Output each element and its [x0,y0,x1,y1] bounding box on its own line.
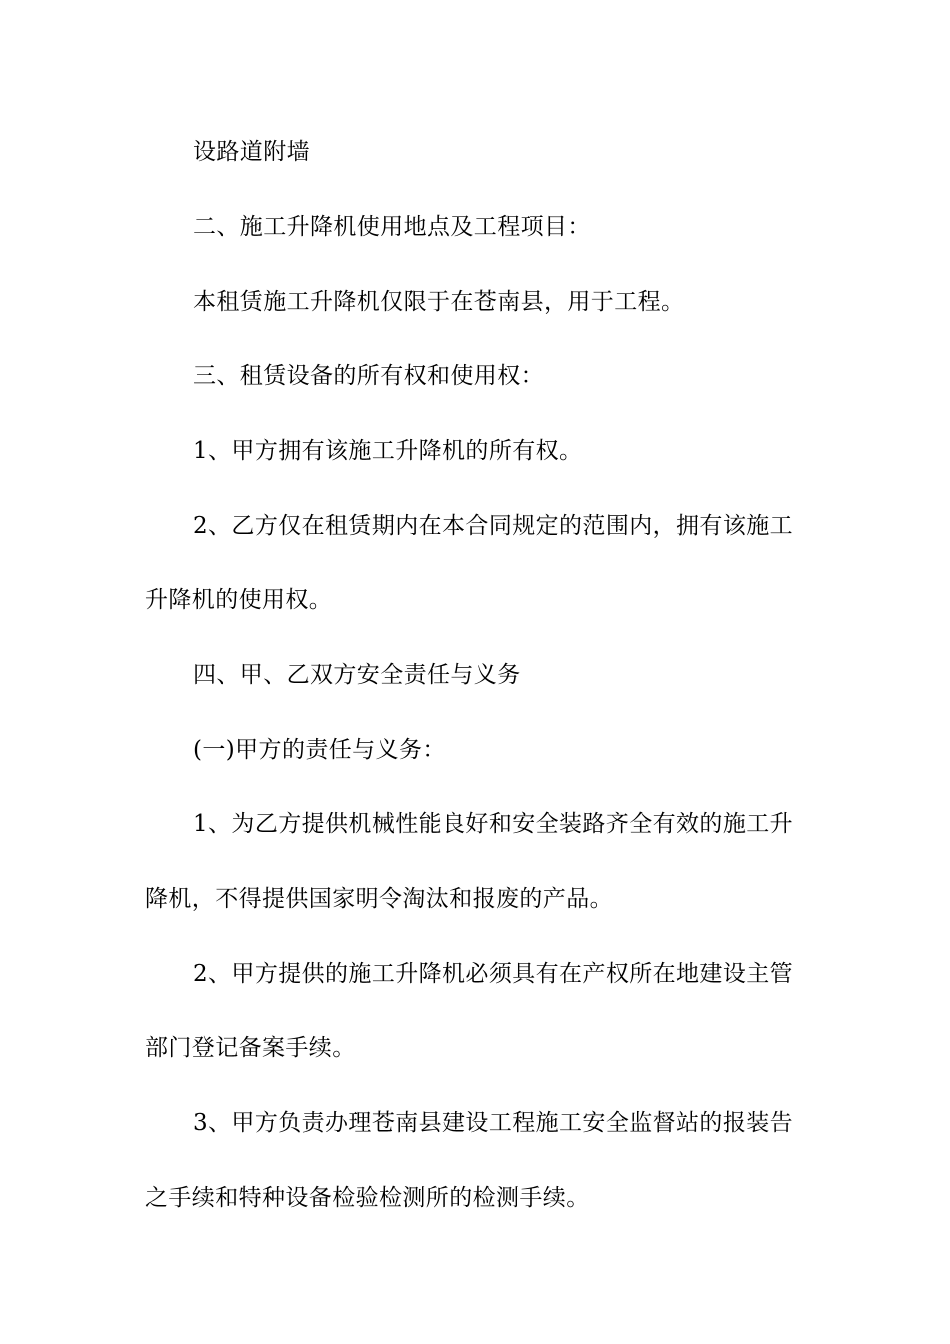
section-heading-4: 四、甲、乙双方安全责任与义务 [193,662,521,688]
duty-2: 2、甲方提供的施工升降机必须具有在产权所在地建设主管 [193,961,794,987]
clause-2-continued: 升降机的使用权。 [145,587,333,613]
duty-3: 3、甲方负责办理苍南县建设工程施工安全监督站的报装告 [193,1110,794,1136]
subsection-heading-1: (一)甲方的责任与义务： [193,737,446,763]
section-heading-3: 三、租赁设备的所有权和使用权： [193,363,544,389]
text-line-1: 设路道附墙 [193,139,310,165]
duty-1-continued: 降机，不得提供国家明令淘汰和报废的产品。 [145,886,613,912]
clause-2: 2、乙方仅在租赁期内在本合同规定的范围内，拥有该施工 [193,513,794,539]
clause-1: 1、甲方拥有该施工升降机的所有权。 [193,438,583,464]
duty-1: 1、为乙方提供机械性能良好和安全装路齐全有效的施工升 [193,811,794,837]
section-heading-2: 二、施工升降机使用地点及工程项目： [193,214,591,240]
duty-3-continued: 之手续和特种设备检验检测所的检测手续。 [145,1185,590,1211]
duty-2-continued: 部门登记备案手续。 [145,1035,356,1061]
text-line-3: 本租赁施工升降机仅限于在苍南县，用于工程。 [193,289,685,315]
